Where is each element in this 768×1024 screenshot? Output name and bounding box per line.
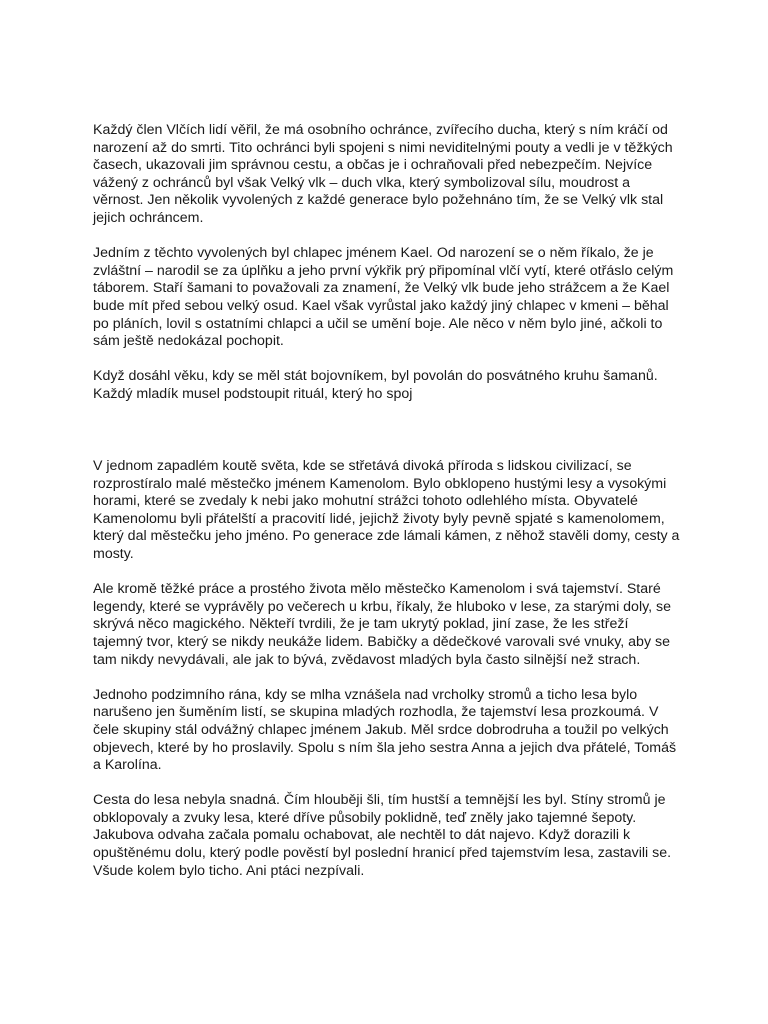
paragraph: Když dosáhl věku, kdy se měl stát bojovníkem, byl povolán do posvátného kruhu šamanů. Každý mladík musel podstoupit rituál, který ho spoj bbox=[93, 368, 658, 402]
paragraph: Ale kromě těžké práce a prostého života mělo městečko Kamenolom i svá tajemství. Staré legendy, které se vyprávěly po večerech u krbu, říkaly, že hluboko v lese, za starými doly, se skrývá něco magického. Někteří tvrdili, že je tam ukrytý poklad, jiní zase, že les střeží tajemný tvor, který se nikdy neukáže lidem. Babičky a dědečkové varovali své vnuky, aby se tam nikdy nevydávali, ale jak to bývá, zvědavost mladých byla často silnější než strach. bbox=[93, 581, 672, 668]
paragraph: Cesta do lesa nebyla snadná. Čím hlouběji šli, tím hustší a temnější les byl. Stíny stromů je obklopovaly a zvuky lesa, které dříve působily poklidně, teď zněly jako tajemné šepoty. Jakubova odvaha začala pomalu ochabovat, ale nechtěl to dát najevo. Když dorazili k opuštěnému dolu, který podle pověstí byl poslední hranicí před tajemstvím lesa, zastavili se. Všude kolem bylo ticho. Ani ptáci nezpívali. bbox=[93, 792, 672, 879]
paragraph: Každý člen Vlčích lidí věřil, že má osobního ochránce, zvířecího ducha, který s ním kráčí od narození až do smrti. Tito ochránci byli spojeni s nimi neviditelnými pouty a vedli je v těžkých časech, ukazovali jim správnou cestu, a občas je i ochraňovali před nebezpečím. Nejvíce vážený z ochránců byl však Velký vlk – duch vlka, který symbolizoval sílu, moudrost a věrnost. Jen několik vyvolených z každé generace bylo požehnáno tím, že se Velký vlk stal jejich ochráncem. bbox=[93, 122, 673, 226]
story-section-kamenolom bbox=[93, 458, 681, 880]
paragraph: V jednom zapadlém koutě světa, kde se střetává divoká příroda s lidskou civilizací, se rozprostíralo malé městečko jménem Kamenolom. Bylo obklopeno hustými lesy a vysokými horami, které se zvedaly k nebi jako mohutní strážci tohoto odlehlého místa. Obyvatelé Kamenolomu byli přátelští a pracovití lidé, jejichž životy byly pevně spjaté s kamenolomem, který dal městečku jeho jméno. Po generace zde lámali kámen, z něhož stavěli domy, cesty a mosty. bbox=[93, 458, 680, 562]
story-section-wolf-people bbox=[93, 122, 681, 404]
paragraph: Jednoho podzimního rána, kdy se mlha vznášela nad vrcholky stromů a ticho lesa bylo narušeno jen šuměním listí, se skupina mladých rozhodla, že tajemství lesa prozkoumá. V čele skupiny stál odvážný chlapec jménem Jakub. Měl srdce dobrodruha a toužil po velkých objevech, které by ho proslavily. Spolu s ním šla jeho sestra Anna a jejich dva přátelé, Tomáš a Karolína. bbox=[93, 686, 677, 774]
paragraph: Jedním z těchto vyvolených byl chlapec jménem Kael. Od narození se o něm říkalo, že je zvláštní – narodil se za úplňku a jeho první výkřik prý připomínal vlčí vytí, které otřáslo celým táborem. Staří šamani to považovali za znamení, že Velký vlk bude jeho strážcem a že Kael bude mít před sebou velký osud. Kael však vyrůstal jako každý jiný chlapec v kmeni – běhal po pláních, lovil s ostatními chlapci a učil se umění boje. Ale něco v něm bylo jiné, ačkoli to sám ještě nedokázal pochopit. bbox=[93, 245, 674, 350]
